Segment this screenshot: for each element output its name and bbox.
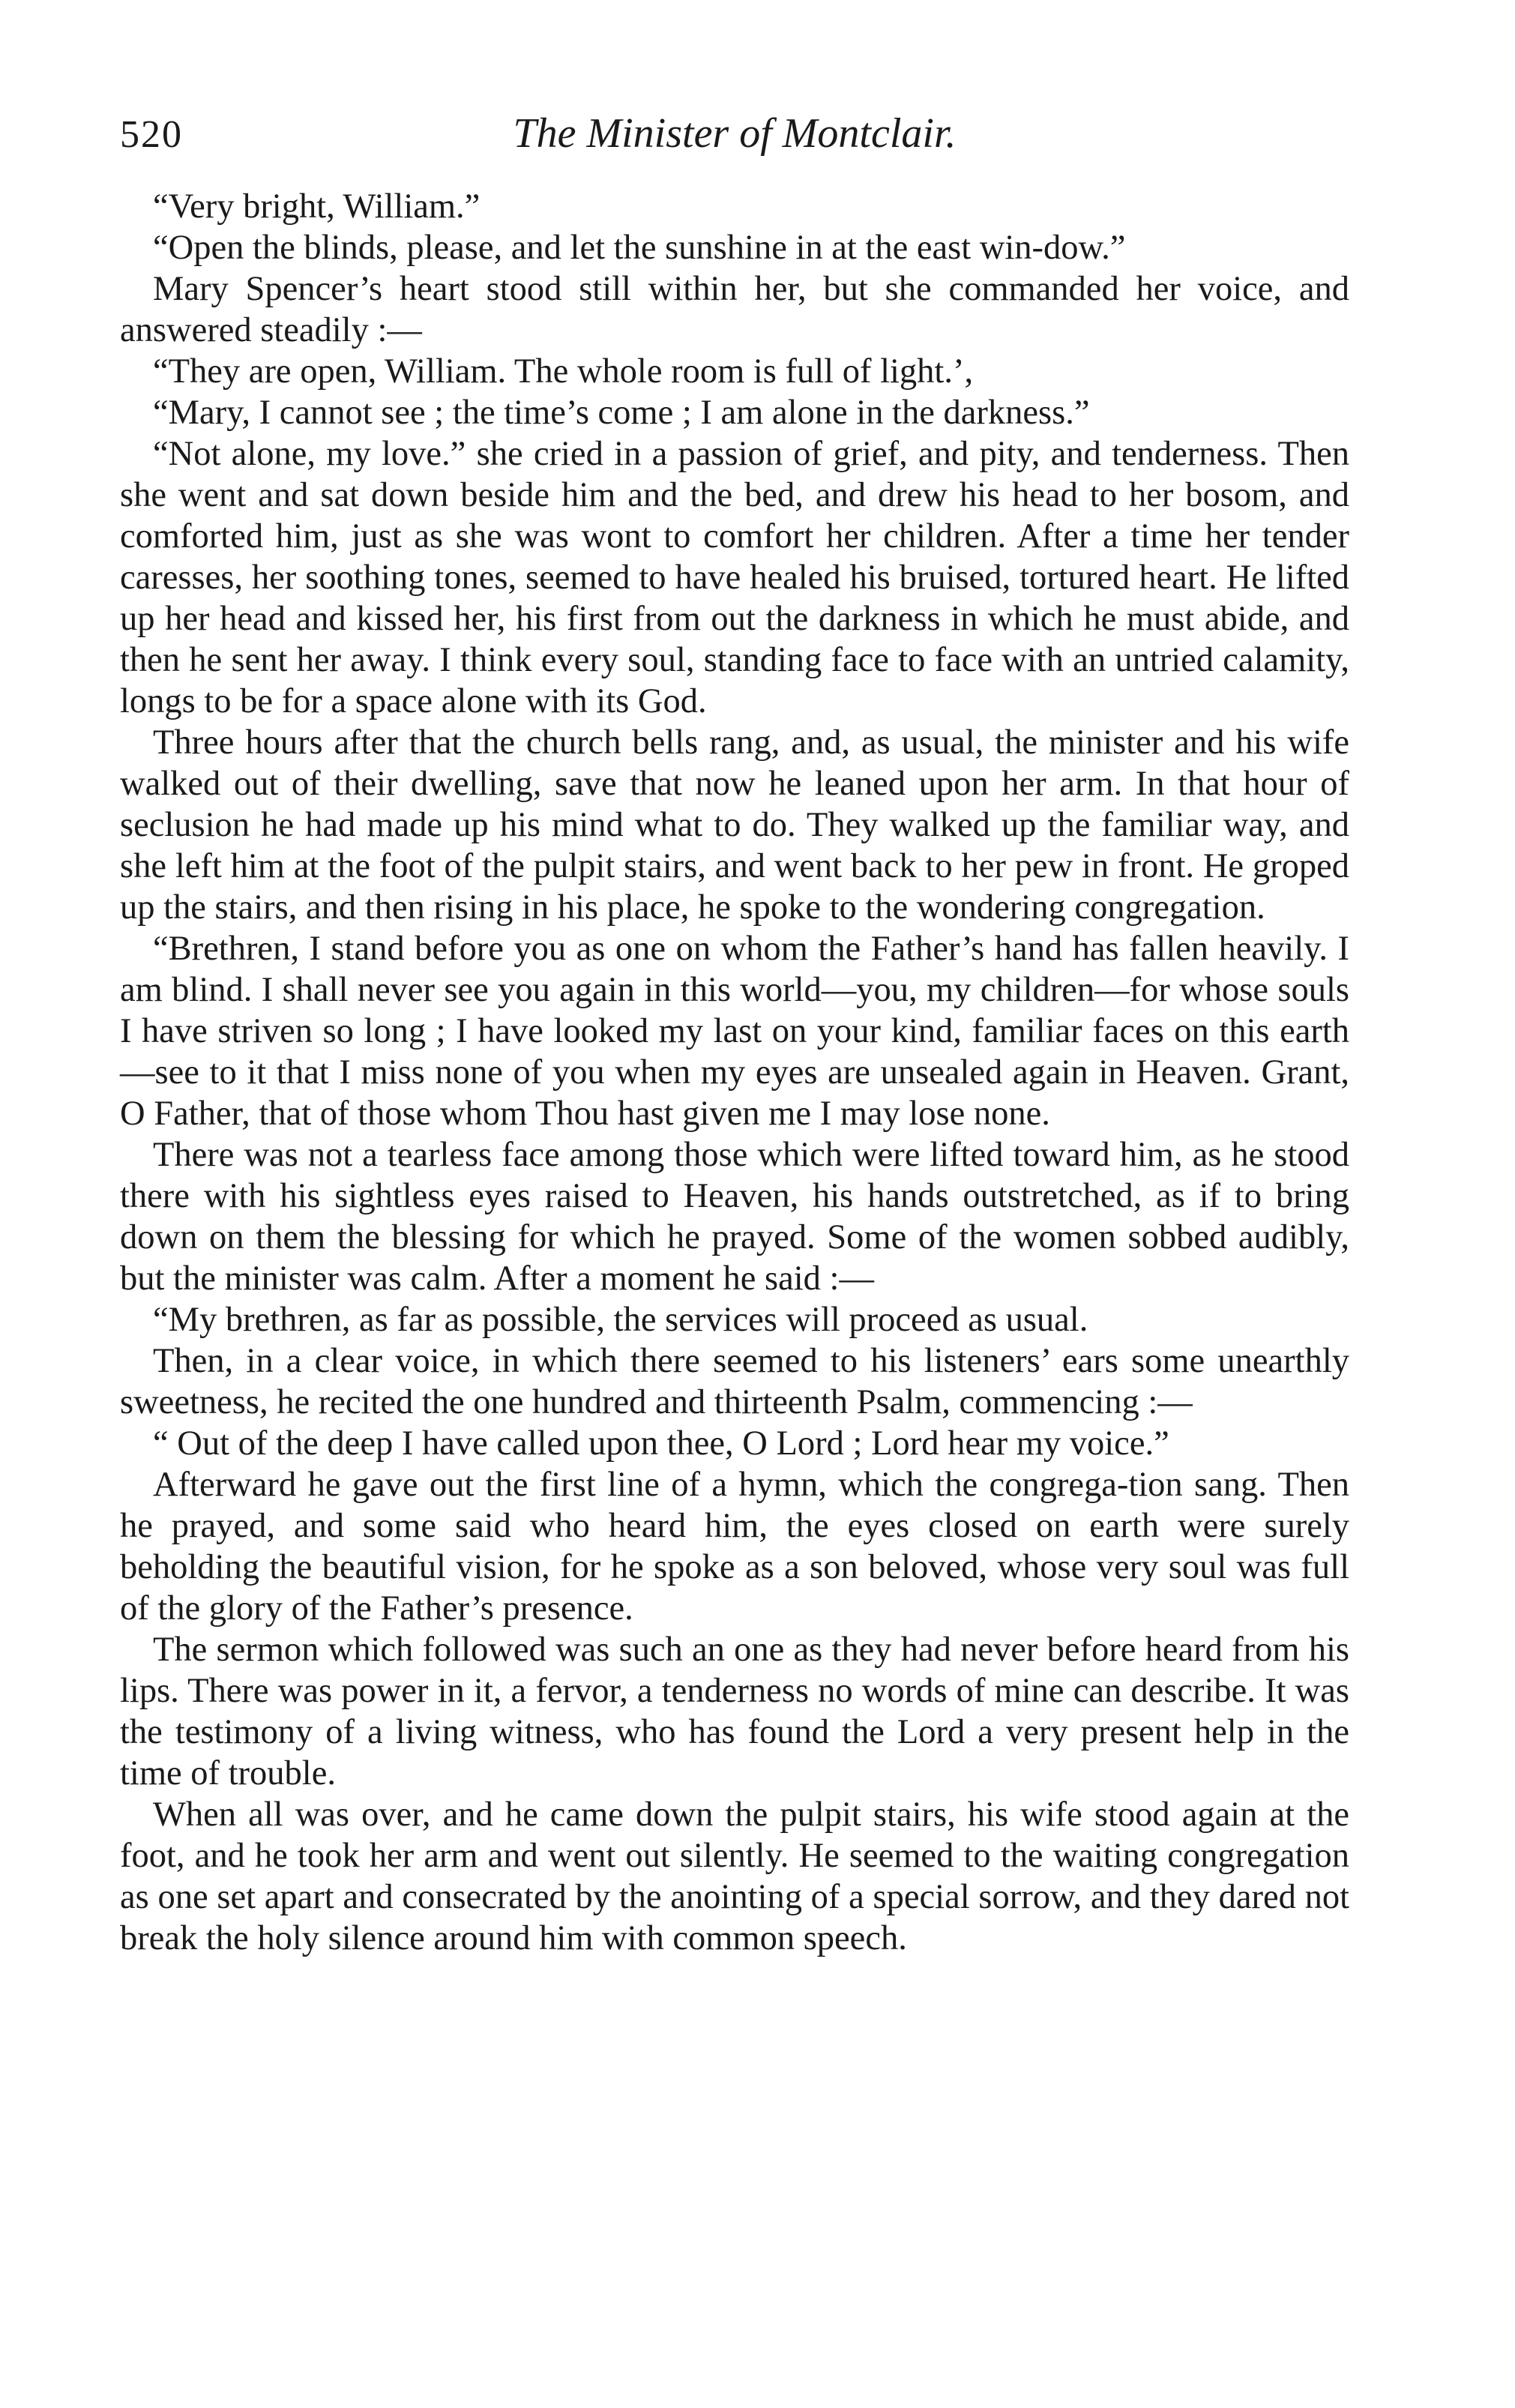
paragraph: “Open the blinds, please, and let the sunshine in at the east win-dow.” [153, 229, 1126, 267]
paragraph: “My brethren, as far as possible, the services will proceed as usual. [153, 1301, 1088, 1339]
paragraph: “Very bright, William.” [153, 187, 481, 226]
paragraph: The sermon which followed was such an one as they had never before heard from his lips. There was power in it, a fervor, a tenderness no words of mine can describe. It was the testimony of a living witness, who has found the Lord a very present help in the time of trouble. [120, 1631, 1349, 1793]
body-text [120, 186, 1349, 1959]
page-header [120, 105, 1349, 177]
page-number: 520 [120, 113, 183, 156]
paragraph: Afterward he gave out the first line of a hymn, which the congrega-tion sang. Then he prayed, and some said who heard him, the eyes closed on earth were surely beholding the beautiful vision, for he spoke as a son beloved, whose very soul was full of the glory of the Father’s presence. [120, 1466, 1349, 1628]
book-page [120, 105, 1349, 1959]
paragraph: “Not alone, my love.” she cried in a passion of grief, and pity, and tenderness. Then she went and sat down beside him and the bed, and drew his head to her bosom, and comforted him, just as she was wont to comfort her children. After a time her tender caresses, her soothing tones, seemed to have healed his bruised, tortured heart. He lifted up her head and kissed her, his first from out the darkness in which he must abide, and then he sent her away. I think every soul, standing face to face with an untried calamity, longs to be for a space alone with its God. [120, 435, 1349, 720]
paragraph: Three hours after that the church bells rang, and, as usual, the minister and his wife walked out of their dwelling, save that now he leaned upon her arm. In that hour of seclusion he had made up his mind what to do. They walked up the familiar way, and she left him at the foot of the pulpit stairs, and went back to her pew in front. He groped up the stairs, and then rising in his place, he spoke to the wondering congregation. [120, 723, 1349, 927]
paragraph: There was not a tearless face among those which were lifted toward him, as he stood there with his sightless eyes raised to Heaven, his hands outstretched, as if to bring down on them the blessing for which he prayed. Some of the women sobbed audibly, but the minister was calm. After a moment he said :— [120, 1136, 1349, 1298]
paragraph: “Brethren, I stand before you as one on whom the Father’s hand has fallen heavily. I am blind. I shall never see you again in this world—you, my children—for whose souls I have striven so long ; I have looked my last on your kind, familiar faces on this earth—see to it that I miss none of you when my eyes are unsealed again in Heaven. Grant, O Father, that of those whom Thou hast given me I may lose none. [120, 930, 1349, 1133]
paragraph: When all was over, and he came down the pulpit stairs, his wife stood again at the foot, and he took her arm and went out silently. He seemed to the waiting congregation as one set apart and consecrated by the anointing of a special sorrow, and they dared not break the holy silence around him with common speech. [120, 1796, 1349, 1957]
paragraph: “They are open, William. The whole room is full of light.’, [153, 352, 974, 391]
paragraph: Mary Spencer’s heart stood still within her, but she commanded her voice, and answered steadily :— [120, 270, 1349, 349]
paragraph: “Mary, I cannot see ; the time’s come ; I am alone in the darkness.” [153, 394, 1090, 432]
running-title: The Minister of Montclair. [513, 110, 957, 157]
paragraph: Then, in a clear voice, in which there seemed to his listeners’ ears some unearthly sweetness, he recited the one hundred and thirteenth Psalm, commencing :— [120, 1342, 1349, 1421]
paragraph: “ Out of the deep I have called upon thee, O Lord ; Lord hear my voice.” [153, 1424, 1169, 1463]
